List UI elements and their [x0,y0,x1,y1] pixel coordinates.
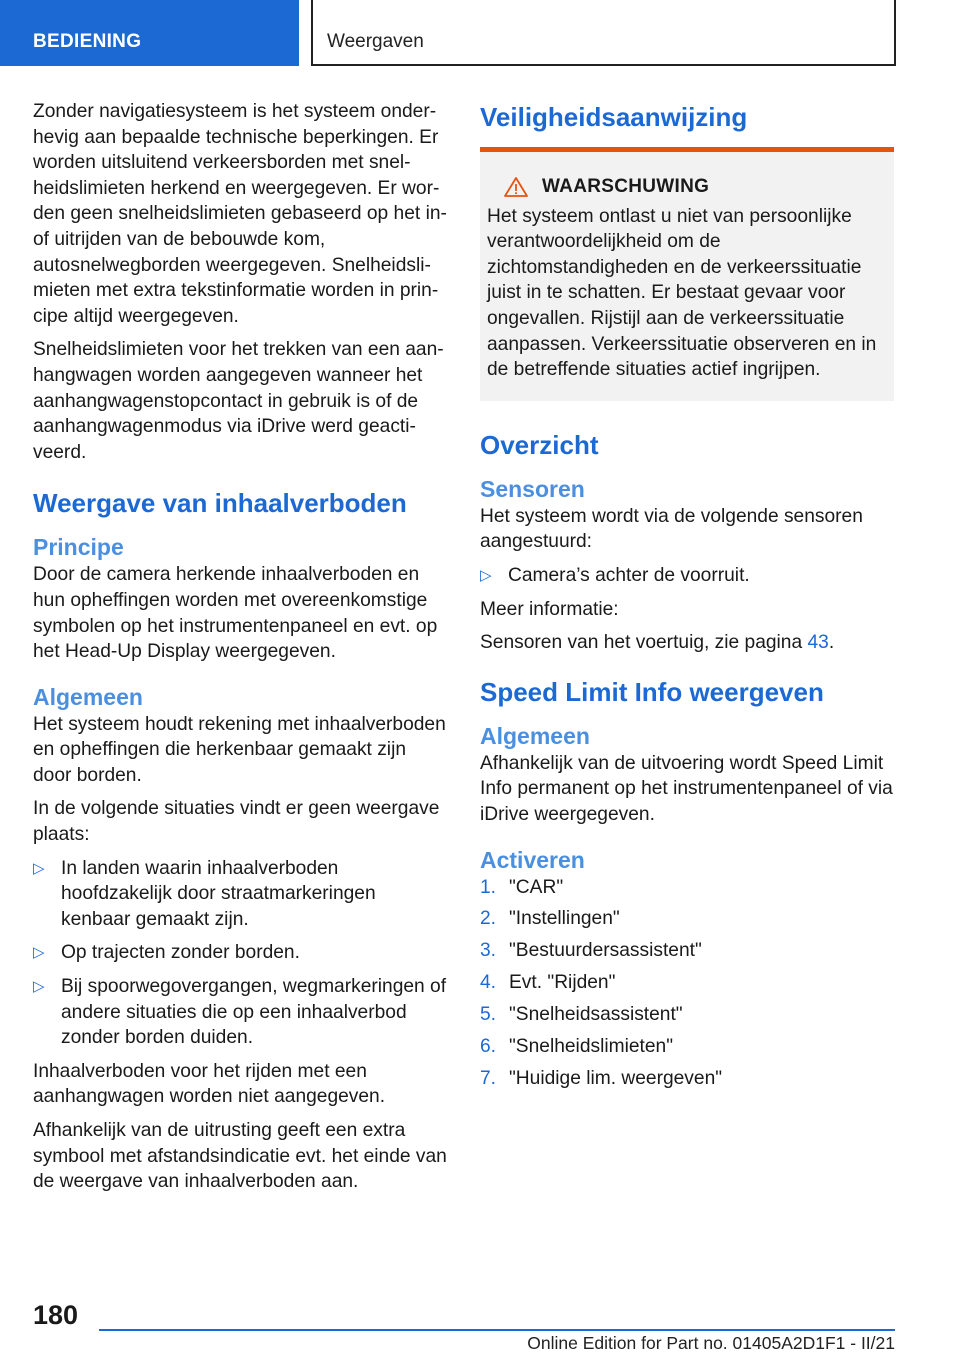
paragraph: Inhaalverboden voor het rijden met een aanhangwagen worden niet aangegeven. [33,1060,386,1108]
step-number: 3. [480,940,497,962]
warning-text: Het systeem ontlast u niet van persoonlijke verantwoordelijkheid om de zichtomstandigheden en de verkeerssituatie juist in te schatten. Er bestaat gevaar voor ongevallen. Rijstijl aan de verkeerssituatie aanpassen. Verkeerssituatie observeren en in de betreffende situaties actief ingrijpen. [487,205,877,381]
warning-box [480,147,894,401]
list-item [33,940,447,966]
heading-sensoren: Sensoren [480,475,585,502]
step-number: 4. [480,972,497,994]
heading-algemeen: Algemeen [480,722,590,749]
warning-header [504,174,887,200]
list-item-text: Bij spoorwegovergangen, wegmarkeringen of andere situaties die op een inhaalverbod zonder borden duiden. [61,976,447,1049]
steps-list [480,875,894,1093]
heading-veiligheid: Veiligheidsaanwijzing [480,102,748,132]
step-text: "Bestuurdersassistent" [509,940,702,962]
triangle-right-icon: ▷ [33,944,45,962]
step-text: Evt. "Rijden" [509,972,616,994]
list-item-text: Camera’s achter de voorruit. [508,564,750,586]
heading-overzicht: Overzicht [480,429,599,460]
page-header [0,0,960,66]
step-text: "CAR" [509,876,564,898]
warning-triangle-icon [504,177,528,197]
reference-text: Sensoren van het voertuig, zie pagina [480,632,803,654]
paragraph: Snelheidslimieten voor het trekken van een aanhangwagen worden aangegeven wanneer het aanhangwagenstopcontact in gebruik is of de aanhangwagenmodus via iDrive werd geactiveerd. [33,339,444,463]
heading-algemeen: Algemeen [33,683,143,710]
step-number: 7. [480,1068,497,1090]
step-item [480,875,894,901]
chapter-title: Weergaven [311,0,896,66]
step-item [480,938,894,964]
list-item [33,856,447,933]
step-item [480,906,894,932]
step-text: "Huidige lim. weergeven" [509,1068,723,1090]
step-number: 6. [480,1036,497,1058]
paragraph: Afhankelijk van de uitrusting geeft een extra symbool met afstandsindicatie evt. het einde van de weergave van inhaalverboden aan. [33,1120,447,1193]
list-item [33,974,447,1051]
step-item [480,970,894,996]
page-link[interactable]: 43 [807,632,829,654]
paragraph: Zonder navigatiesysteem is het systeem onderhevig aan bepaalde technische beperkingen. Er worden uitsluitend verkeersborden met snelheidslimieten herkend en weergegeven. Er worden geen snelheidslimieten gebaseerd op het in- of uitrijden van de bebouwde kom, autosnelwegborden weergegeven. Snelheidslimieten met extra tekstinformatie worden in principe altijd weergegeven. [33,101,447,327]
paragraph: Afhankelijk van de uitvoering wordt Speed Limit Info permanent op het instrumentenpaneel of via iDrive weergegeven. [480,752,893,825]
footer-divider [99,1329,895,1331]
step-item [480,1002,894,1028]
paragraph: Het systeem wordt via de volgende sensoren aangestuurd: [480,505,863,553]
heading-activeren: Activeren [480,846,585,873]
paragraph: Door de camera herkende inhaalverboden en hun opheffingen worden met overeenkomstige symbolen op het instrumentenpaneel en evt. op het Head-Up Display weergegeven. [33,564,438,663]
triangle-right-icon: ▷ [33,978,45,996]
triangle-right-icon: ▷ [33,859,45,877]
step-number: 5. [480,1004,497,1026]
page-number: 180 [33,1300,79,1330]
step-text: "Instellingen" [509,908,620,930]
heading-inhaalverboden: Weergave van inhaalverboden [33,488,407,519]
triangle-right-icon: ▷ [480,566,492,584]
step-text: "Snelheidsassistent" [509,1004,683,1026]
step-number: 1. [480,876,497,898]
paragraph: Het systeem houdt rekening met inhaalverboden en opheffingen die herkenbaar gemaakt zijn door borden. [33,713,446,786]
list-item-text: Op trajecten zonder borden. [61,942,300,964]
left-column [33,99,447,1203]
section-tab[interactable]: BEDIENING [0,0,299,66]
list-item [480,563,894,589]
heading-principe: Principe [33,534,124,561]
paragraph: In de volgende situaties vindt er geen weergave plaats: [33,798,440,846]
bullet-list [480,563,894,589]
step-item [480,1034,894,1060]
footer-edition: Online Edition for Part no. 01405A2D1F1 - II/21 [527,1333,895,1353]
paragraph: Meer informatie: [480,598,619,620]
reference-end: . [828,632,835,654]
step-item [480,1066,894,1092]
warning-title: WAARSCHUWING [542,176,710,197]
step-number: 2. [480,908,497,930]
right-column [480,101,894,1100]
list-item-text: In landen waarin inhaalverboden hoofdzakelijk door straatmarkeringen kenbaar gemaakt zijn. [61,857,376,930]
paragraph-reference [480,630,894,656]
heading-speed-limit: Speed Limit Info weergeven [480,676,824,707]
step-text: "Snelheidslimieten" [509,1036,674,1058]
bullet-list [33,856,447,1051]
